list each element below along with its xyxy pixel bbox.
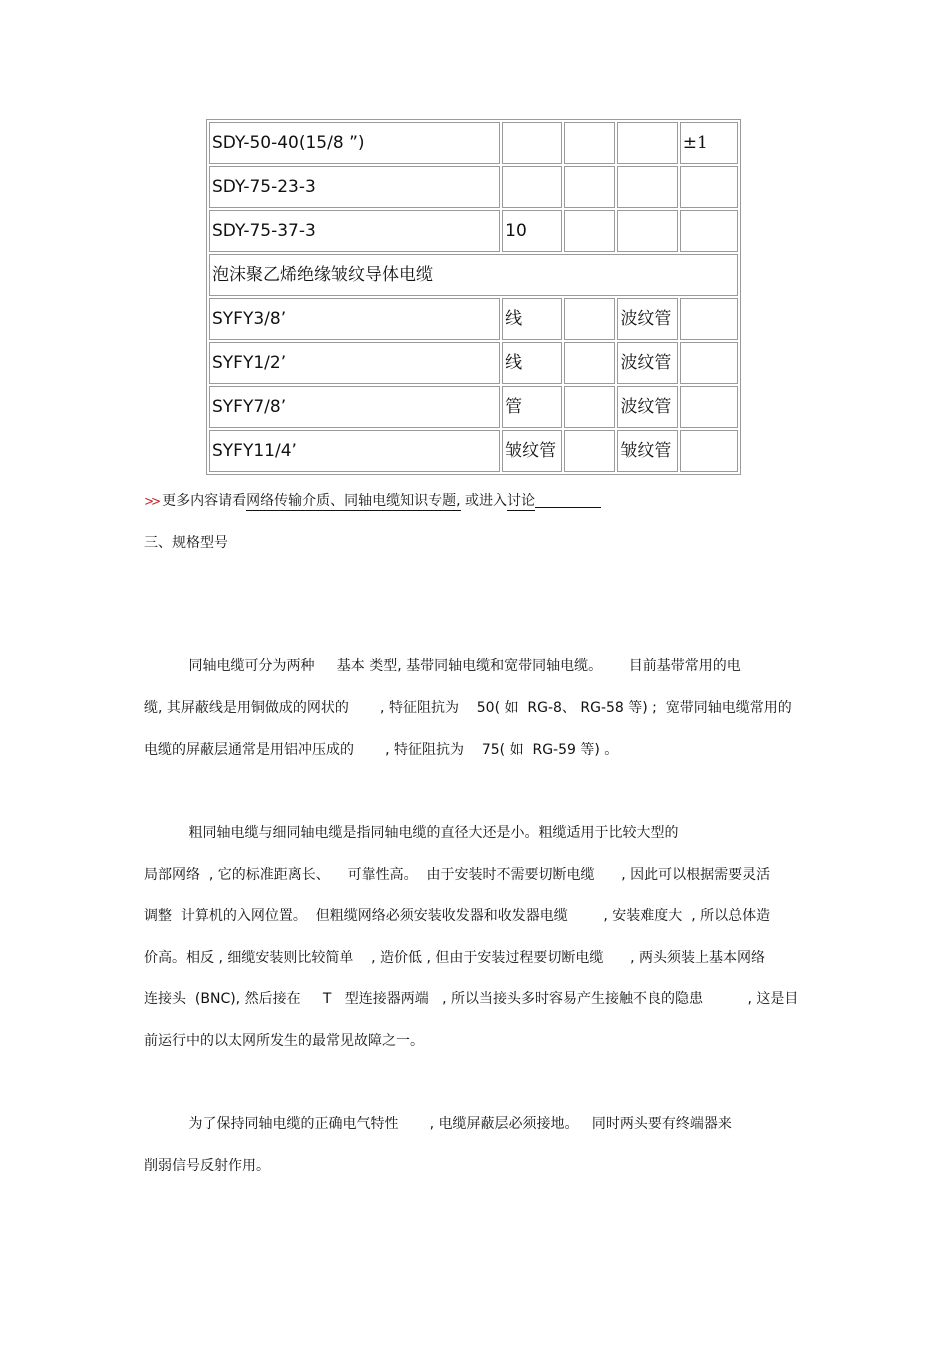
table-cell: [564, 166, 615, 208]
table-cell: [502, 122, 562, 164]
more-middle-text: 或进入: [460, 493, 508, 509]
table-cell: 管: [502, 386, 562, 428]
table-cell: [502, 166, 562, 208]
double-chevron-right-icon: >>: [144, 493, 159, 509]
table-cell: SDY-50-40(15/8 ”): [209, 122, 500, 164]
table-cell: SDY-75-23-3: [209, 166, 500, 208]
table-cell: [564, 386, 615, 428]
paragraph-2-line: 价高。相反 , 细缆安装则比较简单 , 造价低 , 但由于安装过程要切断电缆 , 两头须装上基本网络: [144, 950, 766, 966]
table-cell: SYFY3/8’: [209, 298, 500, 340]
paragraph-2-line: 粗同轴电缆与细同轴电缆是指同轴电缆的直径大还是小。粗缆适用于比较大型的: [144, 825, 679, 841]
table-row: [209, 298, 738, 340]
table-section-label: 泡沫聚乙烯绝缘皱纹导体电缆: [209, 254, 738, 296]
cable-spec-table-body: [209, 122, 738, 472]
table-cell: SYFY7/8’: [209, 386, 500, 428]
paragraph-2-line: 前运行中的以太网所发生的最常见故障之一。: [144, 1033, 424, 1049]
table-row: [209, 210, 738, 252]
cable-spec-table: [206, 119, 741, 475]
table-cell: [680, 430, 738, 472]
paragraph-1-line: 电缆的屏蔽层通常是用铝冲压成的 , 特征阻抗为 75( 如 RG-59 等) 。: [144, 742, 619, 758]
table-cell: [617, 122, 677, 164]
discussion-link-underline[interactable]: [535, 492, 601, 508]
table-cell: SDY-75-37-3: [209, 210, 500, 252]
table-cell: 波纹管: [617, 386, 677, 428]
table-cell: SYFY1/2’: [209, 342, 500, 384]
table-cell: 波纹管: [617, 342, 677, 384]
section-heading: 三、规格型号: [144, 535, 228, 551]
table-cell: [617, 166, 677, 208]
paragraph-2-line: 调整 计算机的入网位置。 但粗缆网络必须安装收发器和收发器电缆 , 安装难度大 , 所以总体造: [144, 908, 771, 924]
table-cell: [680, 342, 738, 384]
table-cell: 10: [502, 210, 562, 252]
table-cell: [564, 298, 615, 340]
paragraph-3-line: 为了保持同轴电缆的正确电气特性 , 电缆屏蔽层必须接地。 同时两头要有终端器来: [144, 1116, 732, 1132]
more-prefix: 更多内容请看: [162, 493, 247, 509]
table-cell: [564, 430, 615, 472]
paragraph-2-line: 连接头 (BNC), 然后接在 T 型连接器两端 , 所以当接头多时容易产生接触不良的隐患 , 这是目: [144, 991, 799, 1007]
paragraph-1-line: 缆, 其屏蔽线是用铜做成的网状的 , 特征阻抗为 50( 如 RG-8、 RG-58 等) ; 宽带同轴电缆常用的: [144, 700, 792, 716]
discussion-link[interactable]: 讨论: [507, 493, 536, 509]
table-row: [209, 342, 738, 384]
table-cell: [617, 210, 677, 252]
table-row: [209, 122, 738, 164]
table-row: [209, 386, 738, 428]
table-cell: SYFY11/4’: [209, 430, 500, 472]
table-cell: ±1: [680, 122, 738, 164]
table-cell: [564, 342, 615, 384]
coax-topic-link[interactable]: 同轴电缆知识专题,: [344, 493, 461, 509]
table-cell: 线: [502, 342, 562, 384]
table-cell: [680, 386, 738, 428]
table-row: [209, 430, 738, 472]
network-media-link[interactable]: 网络传输介质、: [246, 493, 345, 509]
table-cell: 线: [502, 298, 562, 340]
table-cell: [680, 166, 738, 208]
paragraph-3-line: 削弱信号反射作用。: [144, 1158, 270, 1174]
table-cell: [680, 298, 738, 340]
more-content-line: [144, 491, 601, 511]
table-row: [209, 166, 738, 208]
table-cell: 皱纹管: [617, 430, 677, 472]
table-cell: [564, 122, 615, 164]
table-cell: [564, 210, 615, 252]
table-cell: [680, 210, 738, 252]
paragraph-2-line: 局部网络 , 它的标准距离长、 可靠性高。 由于安装时不需要切断电缆 , 因此可以根据需要灵活: [144, 867, 771, 883]
table-section-row: [209, 254, 738, 296]
table-cell: 波纹管: [617, 298, 677, 340]
table-cell: 皱纹管: [502, 430, 562, 472]
paragraph-1-line: 同轴电缆可分为两种 基本 类型, 基带同轴电缆和宽带同轴电缆。 目前基带常用的电: [144, 658, 741, 674]
